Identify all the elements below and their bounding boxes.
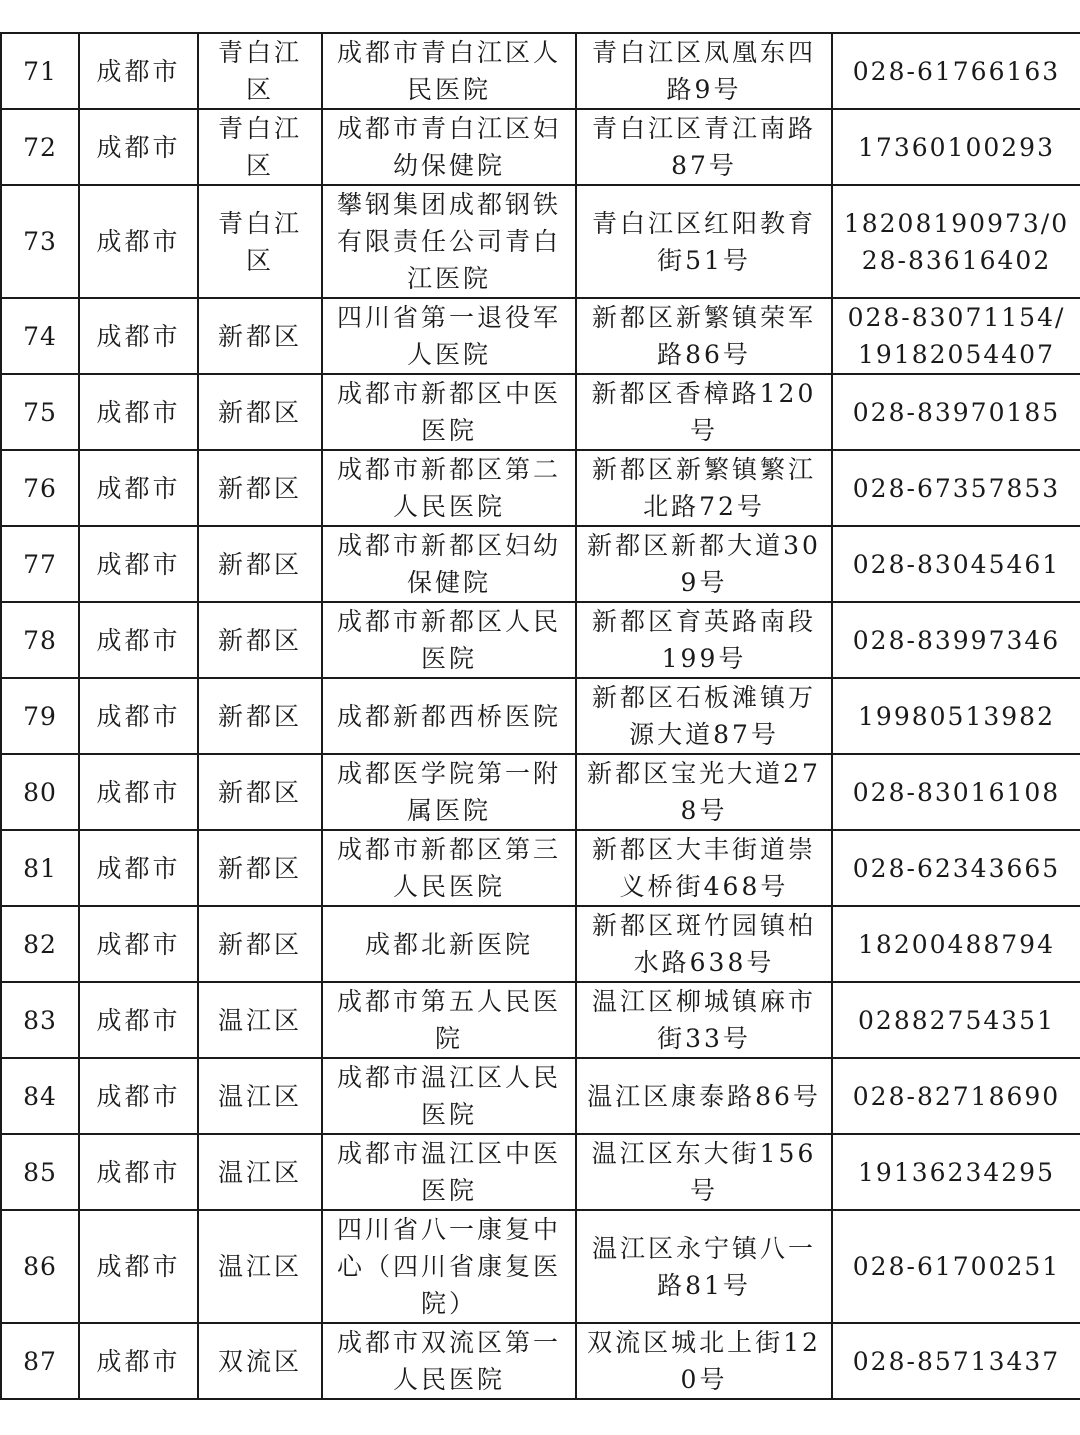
- document-page: [0, 32, 1080, 1400]
- hospital-name-cell: 成都市温江区中医医院: [322, 1134, 576, 1210]
- district-cell: 青白江区: [198, 109, 322, 185]
- phone-cell: 02882754351: [832, 982, 1080, 1058]
- hospital-name-cell: 成都北新医院: [322, 906, 576, 982]
- district-cell: 新都区: [198, 374, 322, 450]
- hospital-name-cell: 成都市双流区第一人民医院: [322, 1323, 576, 1399]
- phone-cell: 028-82718690: [832, 1058, 1080, 1134]
- address-cell: 新都区宝光大道278号: [576, 754, 832, 830]
- district-cell: 新都区: [198, 602, 322, 678]
- address-cell: 新都区新繁镇繁江北路72号: [576, 450, 832, 526]
- phone-cell: 028-83071154/19182054407: [832, 298, 1080, 374]
- address-cell: 温江区东大街156号: [576, 1134, 832, 1210]
- hospital-name-cell: 成都市青白江区妇幼保健院: [322, 109, 576, 185]
- city-cell: 成都市: [79, 906, 198, 982]
- row-number: 86: [1, 1210, 79, 1323]
- phone-cell: 18208190973/028-83616402: [832, 185, 1080, 298]
- address-cell: 新都区石板滩镇万源大道87号: [576, 678, 832, 754]
- row-number: 81: [1, 830, 79, 906]
- district-cell: 青白江区: [198, 33, 322, 109]
- hospital-name-cell: 成都市新都区第三人民医院: [322, 830, 576, 906]
- city-cell: 成都市: [79, 526, 198, 602]
- table-row: [1, 374, 1080, 450]
- district-cell: 新都区: [198, 526, 322, 602]
- hospital-name-cell: 成都新都西桥医院: [322, 678, 576, 754]
- phone-cell: 17360100293: [832, 109, 1080, 185]
- table-row: [1, 1323, 1080, 1399]
- district-cell: 新都区: [198, 450, 322, 526]
- table-row: [1, 109, 1080, 185]
- city-cell: 成都市: [79, 754, 198, 830]
- district-cell: 双流区: [198, 1323, 322, 1399]
- city-cell: 成都市: [79, 33, 198, 109]
- row-number: 80: [1, 754, 79, 830]
- district-cell: 青白江区: [198, 185, 322, 298]
- table-row: [1, 1058, 1080, 1134]
- hospital-name-cell: 成都市第五人民医院: [322, 982, 576, 1058]
- district-cell: 温江区: [198, 982, 322, 1058]
- row-number: 73: [1, 185, 79, 298]
- hospital-name-cell: 成都市新都区第二人民医院: [322, 450, 576, 526]
- district-cell: 新都区: [198, 830, 322, 906]
- address-cell: 青白江区红阳教育街51号: [576, 185, 832, 298]
- table-row: [1, 185, 1080, 298]
- phone-cell: 028-83016108: [832, 754, 1080, 830]
- address-cell: 新都区香樟路120号: [576, 374, 832, 450]
- table-row: [1, 602, 1080, 678]
- district-cell: 新都区: [198, 754, 322, 830]
- address-cell: 青白江区凤凰东四路9号: [576, 33, 832, 109]
- address-cell: 新都区斑竹园镇柏水路638号: [576, 906, 832, 982]
- phone-cell: 18200488794: [832, 906, 1080, 982]
- row-number: 85: [1, 1134, 79, 1210]
- city-cell: 成都市: [79, 678, 198, 754]
- phone-cell: 028-83045461: [832, 526, 1080, 602]
- table-row: [1, 1134, 1080, 1210]
- row-number: 84: [1, 1058, 79, 1134]
- city-cell: 成都市: [79, 185, 198, 298]
- row-number: 79: [1, 678, 79, 754]
- city-cell: 成都市: [79, 450, 198, 526]
- address-cell: 温江区康泰路86号: [576, 1058, 832, 1134]
- table-row: [1, 982, 1080, 1058]
- city-cell: 成都市: [79, 830, 198, 906]
- phone-cell: 028-85713437: [832, 1323, 1080, 1399]
- address-cell: 新都区新都大道309号: [576, 526, 832, 602]
- phone-cell: 028-83970185: [832, 374, 1080, 450]
- city-cell: 成都市: [79, 1058, 198, 1134]
- city-cell: 成都市: [79, 982, 198, 1058]
- table-row: [1, 33, 1080, 109]
- table-row: [1, 678, 1080, 754]
- phone-cell: 028-62343665: [832, 830, 1080, 906]
- hospital-table: [0, 32, 1080, 1400]
- phone-cell: 028-67357853: [832, 450, 1080, 526]
- address-cell: 温江区柳城镇麻市街33号: [576, 982, 832, 1058]
- hospital-name-cell: 成都市青白江区人民医院: [322, 33, 576, 109]
- row-number: 72: [1, 109, 79, 185]
- row-number: 71: [1, 33, 79, 109]
- row-number: 75: [1, 374, 79, 450]
- district-cell: 新都区: [198, 678, 322, 754]
- phone-cell: 19980513982: [832, 678, 1080, 754]
- row-number: 77: [1, 526, 79, 602]
- table-row: [1, 450, 1080, 526]
- phone-cell: 19136234295: [832, 1134, 1080, 1210]
- address-cell: 温江区永宁镇八一路81号: [576, 1210, 832, 1323]
- district-cell: 新都区: [198, 906, 322, 982]
- hospital-table-body: [1, 33, 1080, 1399]
- address-cell: 双流区城北上街120号: [576, 1323, 832, 1399]
- table-row: [1, 298, 1080, 374]
- hospital-name-cell: 成都市新都区妇幼保健院: [322, 526, 576, 602]
- hospital-name-cell: 成都医学院第一附属医院: [322, 754, 576, 830]
- address-cell: 新都区新繁镇荣军路86号: [576, 298, 832, 374]
- row-number: 87: [1, 1323, 79, 1399]
- table-row: [1, 754, 1080, 830]
- city-cell: 成都市: [79, 602, 198, 678]
- phone-cell: 028-61700251: [832, 1210, 1080, 1323]
- table-row: [1, 830, 1080, 906]
- table-row: [1, 1210, 1080, 1323]
- hospital-name-cell: 四川省八一康复中心（四川省康复医院）: [322, 1210, 576, 1323]
- hospital-name-cell: 成都市温江区人民医院: [322, 1058, 576, 1134]
- hospital-name-cell: 攀钢集团成都钢铁有限责任公司青白江医院: [322, 185, 576, 298]
- row-number: 78: [1, 602, 79, 678]
- city-cell: 成都市: [79, 298, 198, 374]
- district-cell: 温江区: [198, 1058, 322, 1134]
- city-cell: 成都市: [79, 374, 198, 450]
- city-cell: 成都市: [79, 1210, 198, 1323]
- hospital-name-cell: 四川省第一退役军人医院: [322, 298, 576, 374]
- address-cell: 青白江区青江南路87号: [576, 109, 832, 185]
- row-number: 76: [1, 450, 79, 526]
- hospital-name-cell: 成都市新都区中医医院: [322, 374, 576, 450]
- row-number: 74: [1, 298, 79, 374]
- city-cell: 成都市: [79, 1134, 198, 1210]
- address-cell: 新都区育英路南段199号: [576, 602, 832, 678]
- row-number: 83: [1, 982, 79, 1058]
- table-row: [1, 526, 1080, 602]
- hospital-name-cell: 成都市新都区人民医院: [322, 602, 576, 678]
- district-cell: 温江区: [198, 1134, 322, 1210]
- row-number: 82: [1, 906, 79, 982]
- phone-cell: 028-83997346: [832, 602, 1080, 678]
- city-cell: 成都市: [79, 1323, 198, 1399]
- address-cell: 新都区大丰街道崇义桥街468号: [576, 830, 832, 906]
- table-row: [1, 906, 1080, 982]
- city-cell: 成都市: [79, 109, 198, 185]
- district-cell: 温江区: [198, 1210, 322, 1323]
- phone-cell: 028-61766163: [832, 33, 1080, 109]
- district-cell: 新都区: [198, 298, 322, 374]
